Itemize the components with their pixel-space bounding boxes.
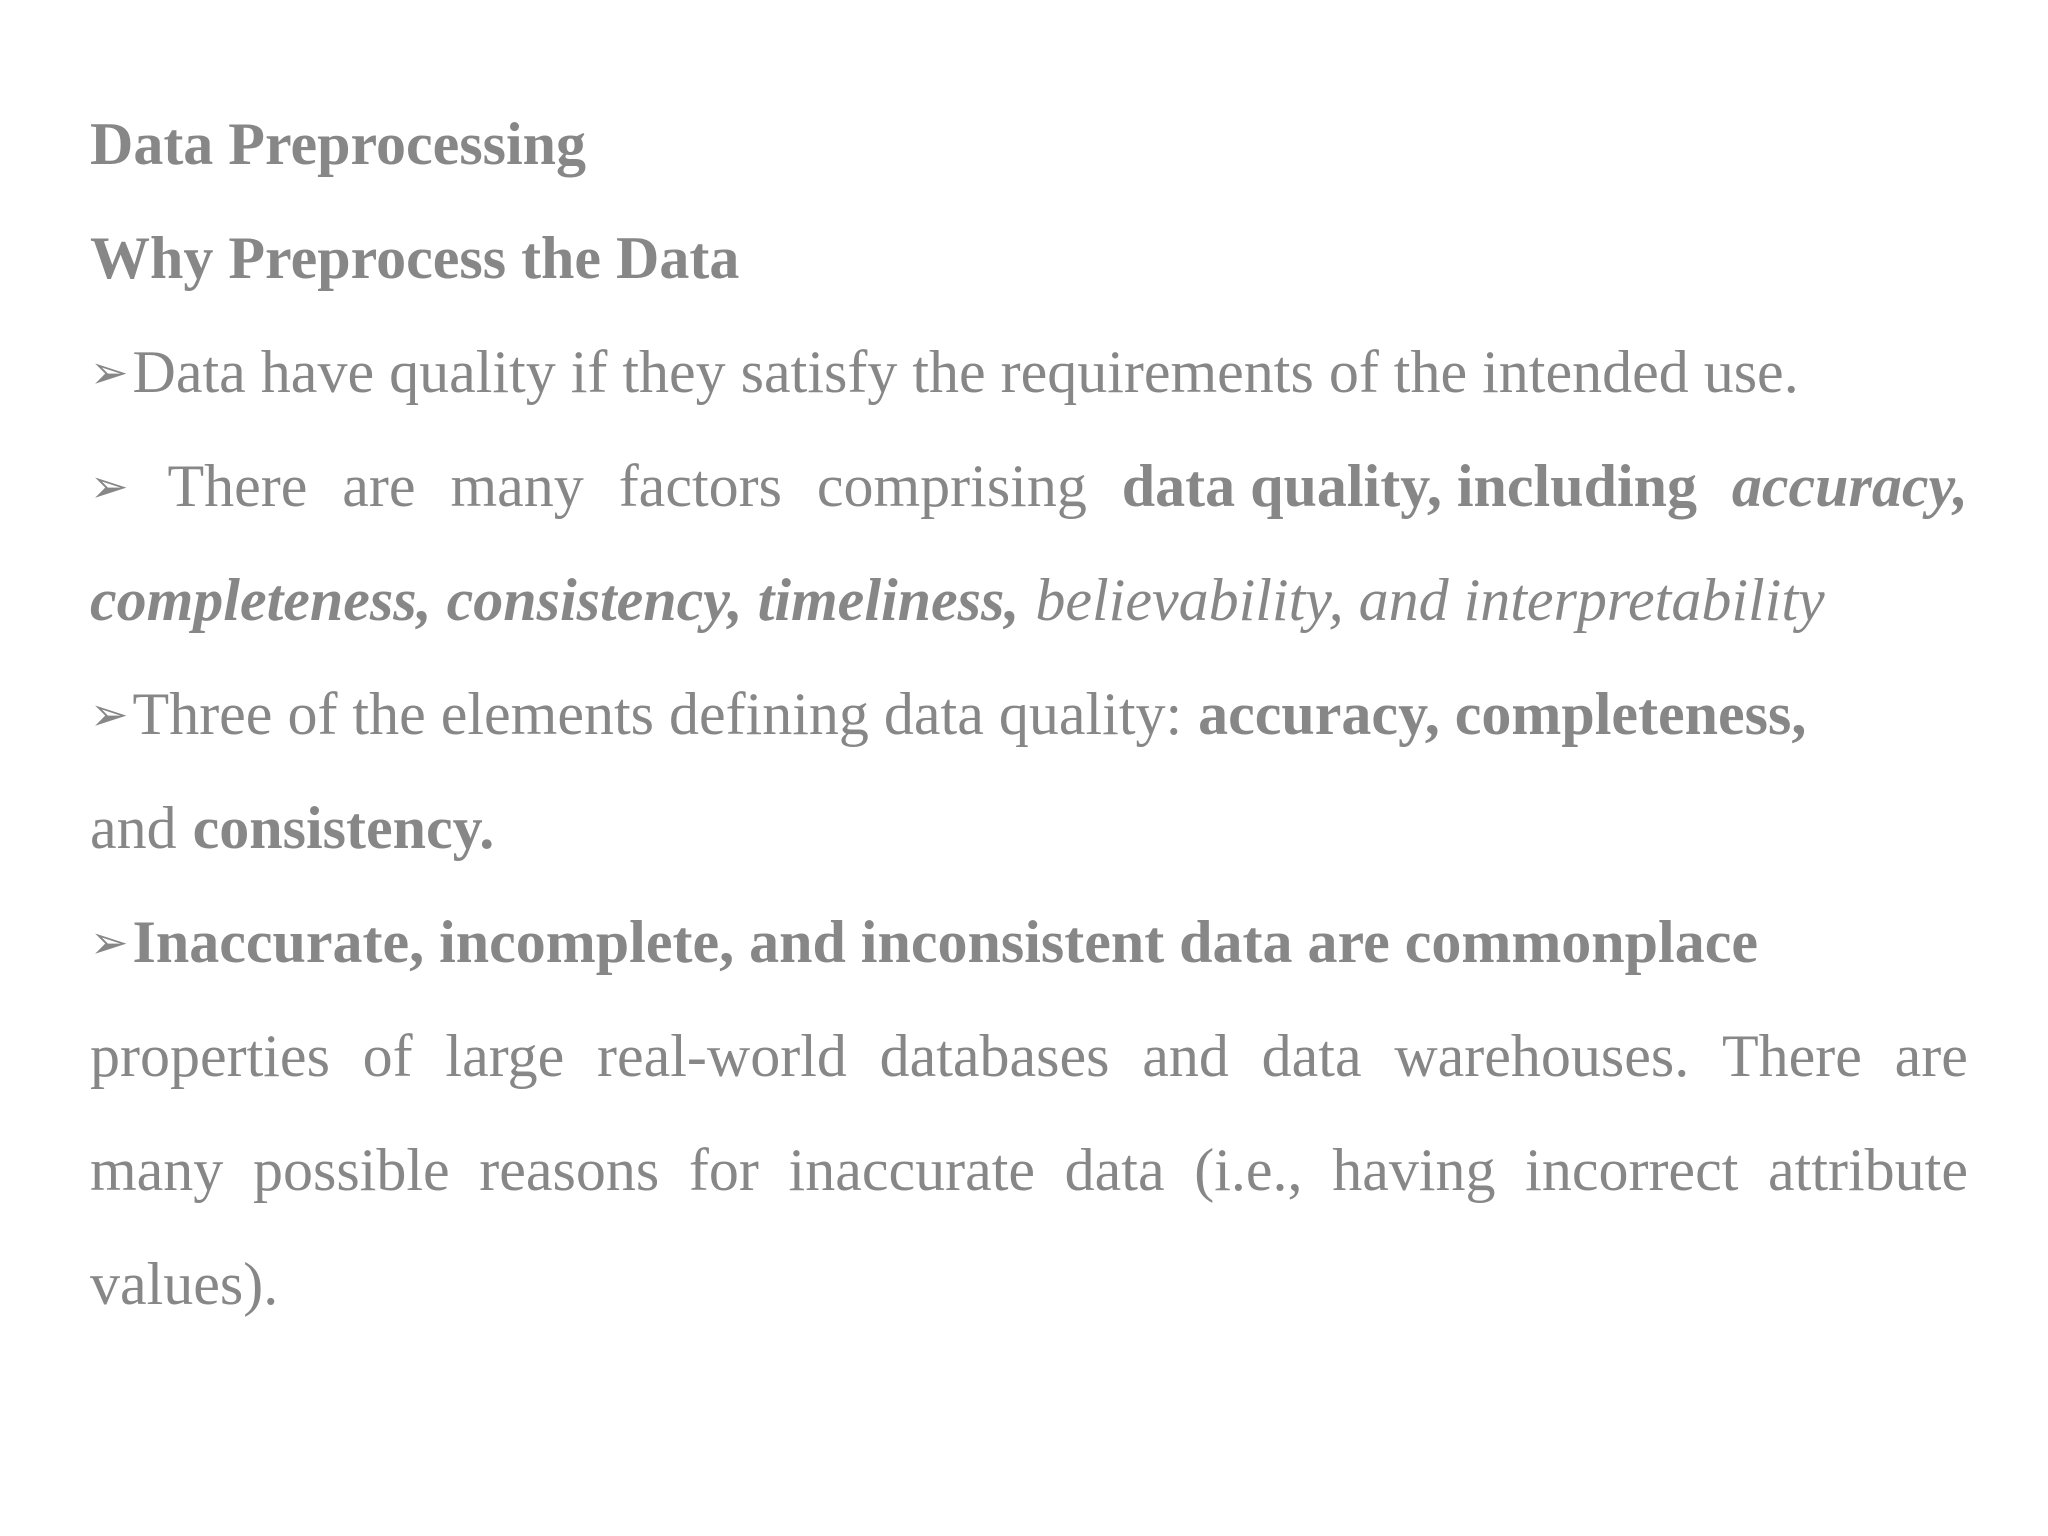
bullet-4-word: properties [90,1023,330,1089]
bullet-2-word: are [342,453,416,519]
bullet-4-word: real-world [596,1023,847,1089]
bullet-2-italic-terms: believability, and interpretability [1035,567,1825,633]
bullet-4-word: having [1332,1137,1496,1203]
bullet-2-bold: data quality, including [1121,453,1697,519]
bullet-2-word: factors [618,453,782,519]
bullet-4-word: inaccurate [788,1137,1036,1203]
bullet-4-word: warehouses. [1394,1023,1690,1089]
bullet-3-line-2 [90,788,494,868]
bullet-4-bold: Inaccurate, incomplete, and inconsistent data are commonplace [132,909,1758,975]
bullet-4-word: many [90,1137,224,1203]
bullet-4-line-2 [90,1016,1968,1096]
bullet-4-line-1 [90,902,1758,982]
bullet-2-bold-italic-terms: completeness, consistency, timeliness, [90,567,1020,633]
bullet-4-word: incorrect [1525,1137,1739,1203]
bullet-4-word: (i.e., [1194,1137,1303,1203]
document-page [90,0,1970,1536]
bullet-4-word: attribute [1768,1137,1968,1203]
bullet-4-word: large [445,1023,565,1089]
arrow-bullet-icon: ➢ [90,915,129,969]
bullet-3-text-2: and [90,795,177,861]
bullet-3-line-1 [90,674,1806,754]
bullet-4-word: data [1064,1137,1165,1203]
bullet-2-line-1 [90,446,1968,526]
bullet-4-word: for [688,1137,759,1203]
bullet-2-word: comprising [816,453,1087,519]
bullet-3-bold-2: consistency. [192,795,495,861]
subheading: Why Preprocess the Data [90,225,740,291]
bullet-2-line-2 [90,560,1825,640]
bullet-4-word: possible [252,1137,450,1203]
bullet-4-line-4: values). [90,1251,279,1317]
arrow-bullet-icon: ➢ [90,459,129,513]
bullet-4-word: of [362,1023,413,1089]
bullet-4-word: reasons [479,1137,660,1203]
bullet-4-line-3 [90,1130,1968,1210]
bullet-2-word: There [167,453,308,519]
bullet-4-word: data [1261,1023,1362,1089]
bullet-2-word: many [450,453,584,519]
bullet-2-bold-italic: accuracy, [1731,453,1968,519]
bullet-4-word: There [1722,1023,1862,1089]
bullet-3-bold: accuracy, completeness, [1198,681,1807,747]
bullet-4-word: databases [879,1023,1110,1089]
bullet-4-word: are [1894,1023,1968,1089]
bullet-4-word: and [1142,1023,1229,1089]
bullet-1 [90,332,1799,412]
arrow-bullet-icon: ➢ [90,345,129,399]
arrow-bullet-icon: ➢ [90,687,129,741]
bullet-1-text: Data have quality if they satisfy the requirements of the intended use. [132,339,1799,405]
heading: Data Preprocessing [90,111,587,177]
bullet-3-text: Three of the elements defining data quality: [132,681,1183,747]
